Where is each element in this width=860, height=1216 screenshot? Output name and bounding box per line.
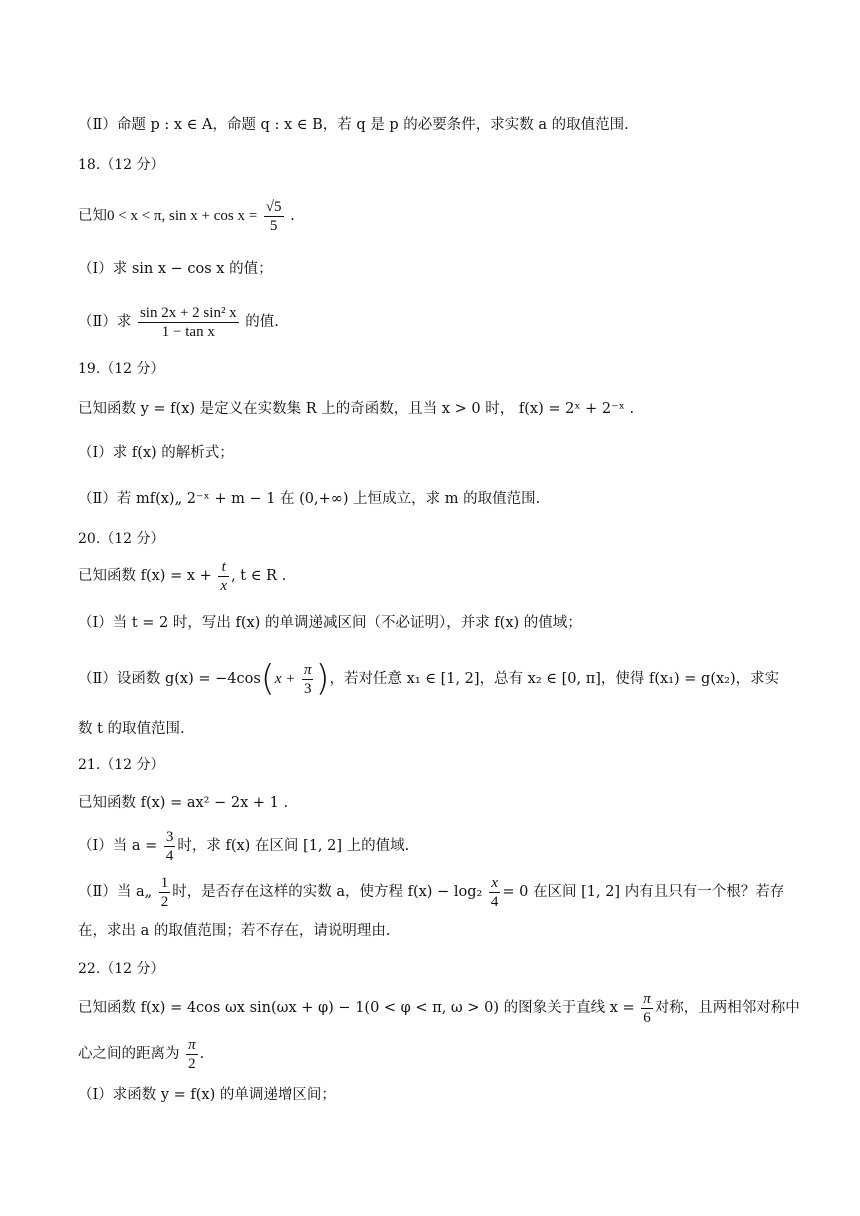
q21-part2-fraction-b: $\frac{x}{4}$: [490, 874, 499, 910]
q18-part2-fraction: $\frac{\text{sin 2x + 2 sin² x}}{\text{1 − tan x}}$: [139, 304, 237, 340]
q18-fraction: $\frac{√5}{5}$: [265, 198, 282, 234]
q22-heading: 22.（12 分）: [78, 961, 165, 977]
q20-stem: 已知函数 f(x) = x + $\frac{t}{x}$ , t ∈ R .: [78, 558, 287, 594]
q21-part1: （Ⅰ）当 a = $\frac{3}{4}$ 时，求 f(x) 在区间 [1, 2] 上的值域.: [78, 828, 410, 864]
q21-part2-fraction-a: $\frac{1}{2}$: [160, 874, 169, 910]
q21-part2-cont: 在，求出 a 的取值范围；若不存在，请说明理由.: [78, 923, 391, 939]
q19-part2: （Ⅱ）若 mf(x)„ 2⁻ˣ + m − 1 在 (0,+∞) 上恒成立，求 m 的取值范围.: [78, 491, 541, 507]
q22-fraction: $\frac{\pi}{6}$: [643, 990, 651, 1026]
q20-part2-cont: 数 t 的取值范围.: [78, 721, 185, 737]
q21-heading: 21.（12 分）: [78, 757, 165, 773]
q18-part1: （Ⅰ）求 sin x − cos x 的值；: [78, 261, 273, 277]
q21-part2: （Ⅱ）当 a„ $\frac{1}{2}$ 时，是否存在这样的实数 a，使方程 f(x) − log₂ $\frac{x}{4}$ = 0 在区间 [1, 2] 内有且只有一个根？若存: [78, 874, 785, 910]
q21-stem: 已知函数 f(x) = ax² − 2x + 1 .: [78, 795, 289, 811]
q22-stem: 已知函数 f(x) = 4cos ωx sin(ωx + φ) − 1(0 < φ < π, ω > 0) 的图象关于直线 x = $\frac{\pi}{6}$ 对称，且两相邻对称中: [78, 990, 800, 1026]
q19-part1: （Ⅰ）求 f(x) 的解析式；: [78, 445, 234, 461]
q18-part2: （Ⅱ）求 $\frac{\text{sin 2x + 2 sin² x}}{\text{1 − tan x}}$ 的值.: [78, 304, 279, 340]
q20-fraction: $\frac{t}{x}$: [220, 558, 228, 594]
q20-heading: 20.（12 分）: [78, 531, 165, 547]
left-paren: (: [260, 658, 275, 699]
q22-cont-fraction: $\frac{\pi}{2}$: [188, 1036, 196, 1072]
q20-part2: （Ⅱ）设函数 g(x) = −4cos(x + $\frac{\pi}{3}$ )，若对任意 x₁ ∈ [1, 2]，总有 x₂ ∈ [0, π]，使得 f(x₁) = g(x₂)，求实: [78, 658, 780, 699]
q22-part1: （Ⅰ）求函数 y = f(x) 的单调递增区间；: [78, 1087, 336, 1103]
q22-stem-cont: 心之间的距离为 $\frac{\pi}{2}$ .: [78, 1036, 205, 1072]
q18-stem: 已知0 < x < π, sin x + cos x = $\frac{√5}{5}$ .: [78, 198, 295, 234]
right-paren: ): [315, 658, 330, 699]
q20-part2-fraction: $\frac{\pi}{3}$: [303, 661, 312, 697]
q18-heading: 18.（12 分）: [78, 157, 165, 173]
q17-part2: （Ⅱ）命题 p : x ∈ A，命题 q : x ∈ B，若 q 是 p 的必要条件，求实数 a 的取值范围.: [78, 117, 629, 133]
q21-part1-fraction: $\frac{3}{4}$: [165, 828, 174, 864]
q20-part1: （Ⅰ）当 t = 2 时，写出 f(x) 的单调递减区间（不必证明），并求 f(x) 的值域；: [78, 615, 582, 631]
q19-heading: 19.（12 分）: [78, 361, 165, 377]
q19-stem: 已知函数 y = f(x) 是定义在实数集 R 上的奇函数，且当 x > 0 时， f(x) = 2ˣ + 2⁻ˣ .: [78, 401, 635, 417]
